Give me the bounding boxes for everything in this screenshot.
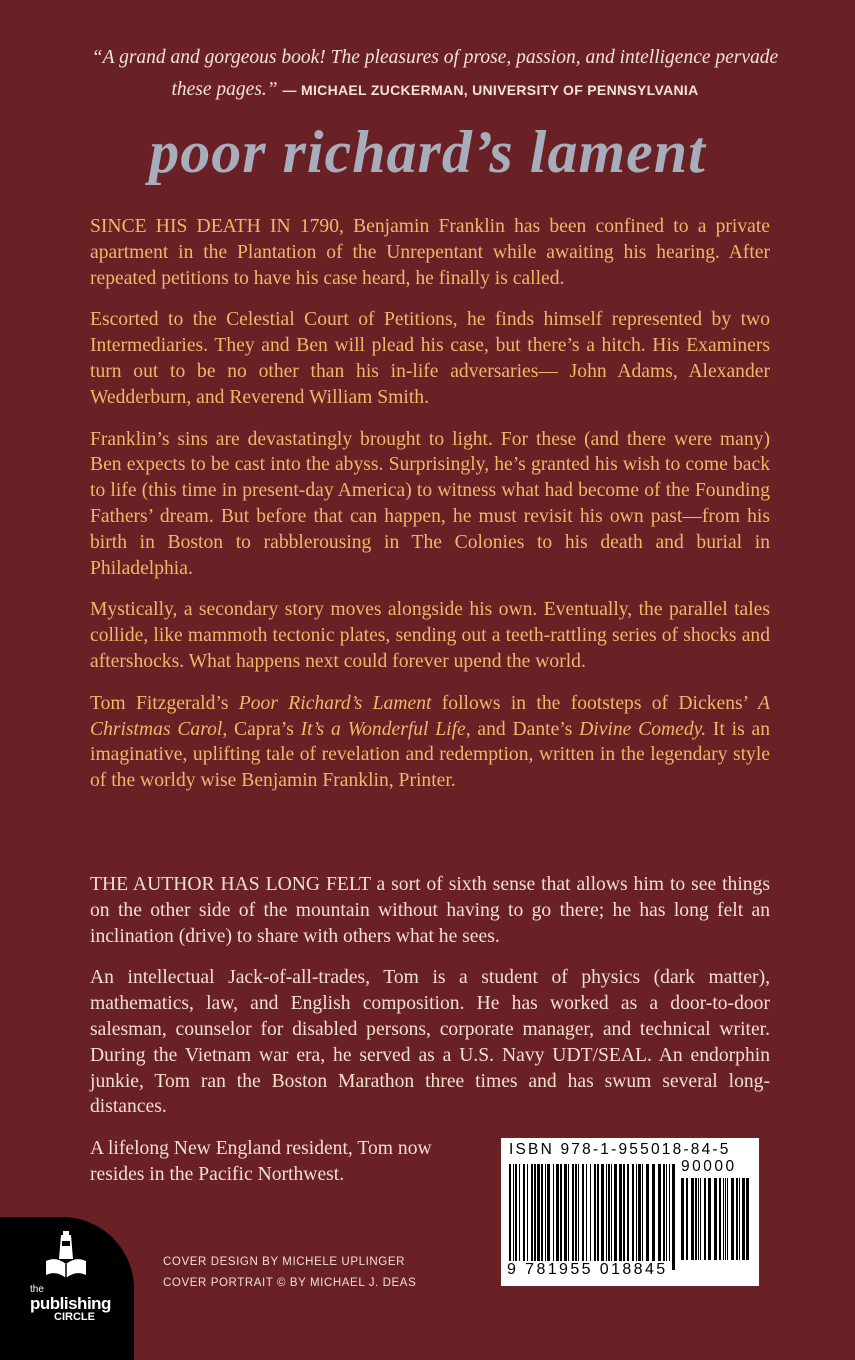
barcode-bar xyxy=(590,1164,591,1270)
barcode-bar xyxy=(663,1164,665,1270)
description-lead: SINCE HIS DEATH IN 1790, xyxy=(90,216,344,237)
barcode-bar xyxy=(627,1164,629,1270)
barcode-bar xyxy=(719,1178,721,1260)
barcode-bar xyxy=(578,1164,579,1270)
barcode-bar xyxy=(725,1178,726,1260)
ean-barcode-bars xyxy=(509,1164,677,1270)
barcode-bar xyxy=(727,1178,728,1260)
book-title: poor richard’s lament xyxy=(149,119,706,185)
barcode-bar xyxy=(545,1164,546,1270)
barcode-bar xyxy=(736,1178,738,1260)
barcode-bar xyxy=(575,1164,577,1270)
isbn-text: ISBN 978-1-955018-84-5 xyxy=(509,1141,731,1158)
title-reference: Poor Richard’s Lament xyxy=(238,692,432,714)
barcode-bar xyxy=(666,1164,667,1270)
barcode-bar xyxy=(691,1178,694,1260)
barcode-bar xyxy=(597,1164,599,1270)
portrait-credit: COVER PORTRAIT © BY MICHAEL J. DEAS xyxy=(163,1277,417,1289)
barcode-bar xyxy=(614,1164,617,1270)
barcode-bar xyxy=(515,1164,517,1270)
barcode-bar xyxy=(547,1164,550,1270)
description-paragraph: Tom Fitzgerald’s Poor Richard’s Lament follows in the footsteps of Dickens’ A Christmas Carol, Capra’s It’s a Wonderful Life, and Dante’s Divine Comedy. It is an imaginative, uplifting tale of revelation and redemption, written in the legendary style of the worldy wise Benjamin Franklin, Printer. xyxy=(90,692,770,792)
barcode-bar xyxy=(556,1164,559,1270)
barcode-bar xyxy=(509,1164,511,1270)
barcode-bar xyxy=(601,1164,604,1270)
barcode-bar xyxy=(723,1178,724,1260)
isbn-barcode xyxy=(501,1138,759,1286)
barcode-bar xyxy=(636,1164,637,1270)
barcode-bar xyxy=(586,1164,587,1270)
barcode-bar xyxy=(568,1164,569,1270)
barcode-bar xyxy=(746,1178,749,1260)
barcode-bar xyxy=(611,1164,612,1270)
endorsement-quote: “A grand and gorgeous book! The pleasures of prose, passion, and intelligence pervade these pages.” xyxy=(91,47,779,100)
endorsement-blurb xyxy=(90,42,780,106)
barcode-bar xyxy=(704,1178,706,1260)
barcode-bar xyxy=(531,1164,533,1270)
barcode-bar xyxy=(742,1178,745,1260)
description-paragraph: Mystically, a secondary story moves alongside his own. Eventually, the parallel tales collide, like mammoth tectonic plates, sending out a teeth-rattling series of shocks and aftershocks. What happens next could forever upend the world. xyxy=(90,599,770,672)
bio-paragraph: An intellectual Jack-of-all-trades, Tom is a student of physics (dark matter), mathematics, law, and English composition. He has worked as a door-to-door salesman, counselor for disabled persons, corporate manager, and technical writer. During the Vietnam war era, he served as a U.S. Navy UDT/SEAL. An endorphin junkie, Tom ran the Boston Marathon three times and has swum several long-distances. xyxy=(90,967,770,1118)
cover-credits xyxy=(163,1252,416,1294)
barcode-bar xyxy=(686,1178,688,1260)
barcode-bar xyxy=(642,1164,643,1270)
publisher-logo xyxy=(0,1217,134,1360)
bio-paragraph: A lifelong New England resident, Tom now resides in the Pacific Northwest. xyxy=(90,1138,432,1185)
barcode-bar xyxy=(623,1164,625,1270)
barcode-bar xyxy=(564,1164,567,1270)
publisher-wordmark: the publishing CIRCLE xyxy=(30,1284,111,1323)
barcode-bar xyxy=(638,1164,641,1270)
endorsement-attribution: — MICHAEL ZUCKERMAN, UNIVERSITY OF PENNSYLVANIA xyxy=(282,82,699,98)
barcode-bar xyxy=(513,1164,514,1270)
barcode-bar xyxy=(632,1164,634,1270)
barcode-bar xyxy=(695,1178,697,1260)
title-reference: It’s a Wonderful Life xyxy=(300,718,466,740)
barcode-bar xyxy=(658,1164,661,1270)
bio-lead: THE AUTHOR HAS LONG FELT xyxy=(90,874,371,895)
barcode-bar xyxy=(731,1178,734,1260)
barcode-bar xyxy=(560,1164,562,1270)
barcode-bar xyxy=(606,1164,607,1270)
bio-paragraph: THE AUTHOR HAS LONG FELT a sort of sixth sense that allows him to see things on the other side of the mountain without having to go there; he has long felt an inclination (drive) to share with others what he sees. xyxy=(90,874,770,947)
barcode-bar xyxy=(700,1178,701,1260)
ean-digits: 9 781955 018845 xyxy=(507,1261,668,1278)
barcode-bar xyxy=(708,1178,711,1260)
barcode-bar xyxy=(672,1164,675,1270)
price-code: 90000 xyxy=(681,1158,737,1175)
barcode-bar xyxy=(523,1164,525,1270)
title-reference: Divine Comedy. xyxy=(579,718,707,740)
barcode-bar xyxy=(608,1164,610,1270)
barcode-bar xyxy=(669,1164,670,1270)
title-reference: A Christmas Carol xyxy=(90,692,770,740)
barcode-bar xyxy=(519,1164,520,1270)
barcode-bar xyxy=(652,1164,655,1270)
barcode-bar xyxy=(714,1178,717,1260)
price-barcode-bars xyxy=(681,1178,751,1260)
description-paragraph: Escorted to the Celestial Court of Petitions, he finds himself represented by two Intermediaries. They and Ben will plead his case, but there’s a hitch. His Examiners turn out to be no other than his in-life adversaries— John Adams, Alexander Wedderburn, and Reverend William Smith. xyxy=(90,309,770,408)
barcode-bar xyxy=(534,1164,536,1270)
barcode-bar xyxy=(582,1164,584,1270)
book-description xyxy=(90,214,770,810)
barcode-bar xyxy=(698,1178,699,1260)
barcode-bar xyxy=(646,1164,649,1270)
description-paragraph: Franklin’s sins are devastatingly brought to light. For these (and there were many) Ben expects to be cast into the abyss. Surprisingly, he’s granted his wish to come back to life (this time in present-day America) to witness what had become of the Founding Fathers’ dream. But before that can happen, he must revisit his own past—from his birth in Boston to rabblerousing in The Colonies to his death and burial in Philadelphia. xyxy=(90,428,770,579)
barcode-bar xyxy=(739,1178,740,1260)
barcode-bar xyxy=(681,1178,684,1260)
barcode-bar xyxy=(541,1164,543,1270)
lighthouse-book-icon xyxy=(44,1231,88,1283)
design-credit: COVER DESIGN BY MICHELE UPLINGER xyxy=(163,1256,406,1268)
barcode-bar xyxy=(572,1164,574,1270)
barcode-bar xyxy=(553,1164,554,1270)
barcode-bar xyxy=(594,1164,596,1270)
description-paragraph: SINCE HIS DEATH IN 1790, Benjamin Franklin has been confined to a private apartment in the Plantation of the Unrepentant while awaiting his hearing. After repeated petitions to have his case heard, he finally is called. xyxy=(90,216,770,289)
barcode-bar xyxy=(619,1164,622,1270)
barcode-bar xyxy=(527,1164,528,1270)
barcode-bar xyxy=(537,1164,540,1270)
